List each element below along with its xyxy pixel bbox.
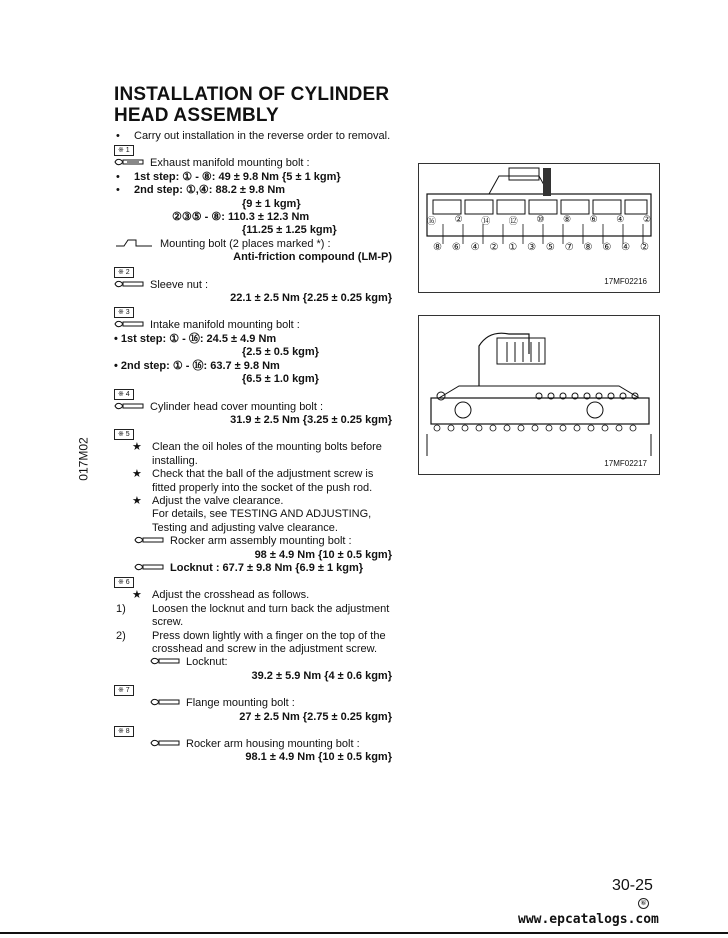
torque-wrench-icon (114, 401, 144, 411)
page-number: 30-25 (612, 877, 653, 894)
torque-wrench-icon (150, 697, 180, 707)
note-tag-3: ※ 3 (114, 307, 134, 318)
torque-wrench-icon (114, 157, 144, 167)
torque-wrench-icon (114, 279, 144, 289)
top-bolt-markers: ⑯ ② ⑭ ⑫ ⑩ ⑧ ⑥ ④ ② (427, 214, 651, 226)
torque-row: Exhaust manifold mounting bolt : (114, 157, 392, 170)
torque-wrench-icon (114, 319, 144, 329)
step-2-text: 2nd step: ①,④: 88.2 ± 9.8 Nm (134, 184, 286, 197)
instruction-column: • Carry out installation in the reverse order to removal. ※ 1 Exhaust manifold mounting bolt : • 1st step: ① - ⑧: 49 ± 9.8 Nm {5 ± 1 kgm} • 2nd step: ①,④: 88.2 ± 9.8 Nm {9 ± 1 kgm} ②③⑤ - ⑧: 110.3 ± 12.3 Nm {11.25 ± 1.25 kgm} Mounting bolt (2 places marked *) : Anti-friction compound (LM-P) ※ 2 Sleeve nut : 22.1 ± 2.5 Nm {2.25 ± 0.25 kgm} ※ 3 Intake manifold mounting bolt : • 1st step: ① - ⑯: 24.5 ± 4.9 Nm {2.5 ± 0.5 kgm} • 2nd step: ① - ⑯: 63.7 ± 9.8 Nm {6.5 ± 1.0 kgm} ※ 4 Cylinder head cover mounting bolt : 31.9 ± 2.5 Nm {3.25 ± 0.25 kgm} ※ 5 ★ Clean the oil holes of the mounting bolts before installing. ★ Check that the ball of the adjustment screw is fitted properly into the socket of the push rod. ★ Adjust the valve clearance. For details, see TESTING AND ADJUSTING, Testing and adjusting valve clearance. Rocker arm assembly mounting bolt : 98 ± 4.9 Nm {10 ± 0.5 kgm} Locknut : 67.7 ± 9.8 Nm {6.9 ± 1 kgm} ※ 6 ★ Adjust the crosshead as follows. 1) Loosen the locknut and turn back the adjustment screw. 2) Press down lightly with a finger on the top of the crosshead and screw in the adjustment screw. Locknut: 39.2 ± 5.9 Nm {4 ± 0.6 kgm} ※ 7 Flange mounting bolt : 27 ± 2.5 Nm {2.75 ± 0.25 kgm} ※ 8 Rocker arm housing mounting bolt : 98.1 ± 4.9 Nm {10 ± 0.5 kgm} (114, 130, 392, 764)
watermark: www.epcatalogs.com (518, 912, 659, 927)
page-title: INSTALLATION OF CYLINDER HEAD ASSEMBLY (114, 84, 390, 126)
step-1-text: 1st step: ① - ⑧: 49 ± 9.8 Nm {5 ± 1 kgm} (134, 170, 341, 183)
note-tag-4: ※ 4 (114, 389, 134, 400)
torque-wrench-icon (150, 656, 180, 666)
intake-manifold-drawing (419, 316, 659, 474)
intro-text: Carry out installation in the reverse order to removal. (134, 130, 391, 142)
note-tag-5: ※ 5 (114, 429, 134, 440)
exhaust-manifold-drawing (419, 164, 659, 292)
note-tag-7: ※ 7 (114, 685, 134, 696)
note-tag-6: ※ 6 (114, 577, 134, 588)
torque-wrench-icon (150, 738, 180, 748)
compound-name: Anti-friction compound (LM-P) (233, 251, 392, 264)
torque-wrench-icon (134, 562, 164, 572)
exhaust-manifold-figure (418, 163, 660, 293)
apply-compound-icon (114, 238, 154, 248)
figure-label: 17MF02216 (604, 277, 647, 286)
bottom-bolt-markers: ⑧ ⑥ ④ ② ① ③ ⑤ ⑦ ⑧ ⑥ ④ ② (433, 242, 649, 253)
document-code: 017M02 (76, 437, 91, 481)
revision-mark: ⑥ (638, 898, 649, 909)
torque-wrench-icon (134, 535, 164, 545)
intro-item: • Carry out installation in the reverse order to removal. (116, 130, 391, 142)
figure-label: 17MF02217 (604, 459, 647, 468)
note-tag-1: ※ 1 (114, 145, 134, 156)
note-tag-8: ※ 8 (114, 726, 134, 737)
step-3-text: ②③⑤ - ⑧: 110.3 ± 12.3 Nm (172, 211, 310, 224)
bottom-rule (0, 932, 728, 934)
intake-manifold-figure (418, 315, 660, 475)
note-tag-2: ※ 2 (114, 267, 134, 278)
